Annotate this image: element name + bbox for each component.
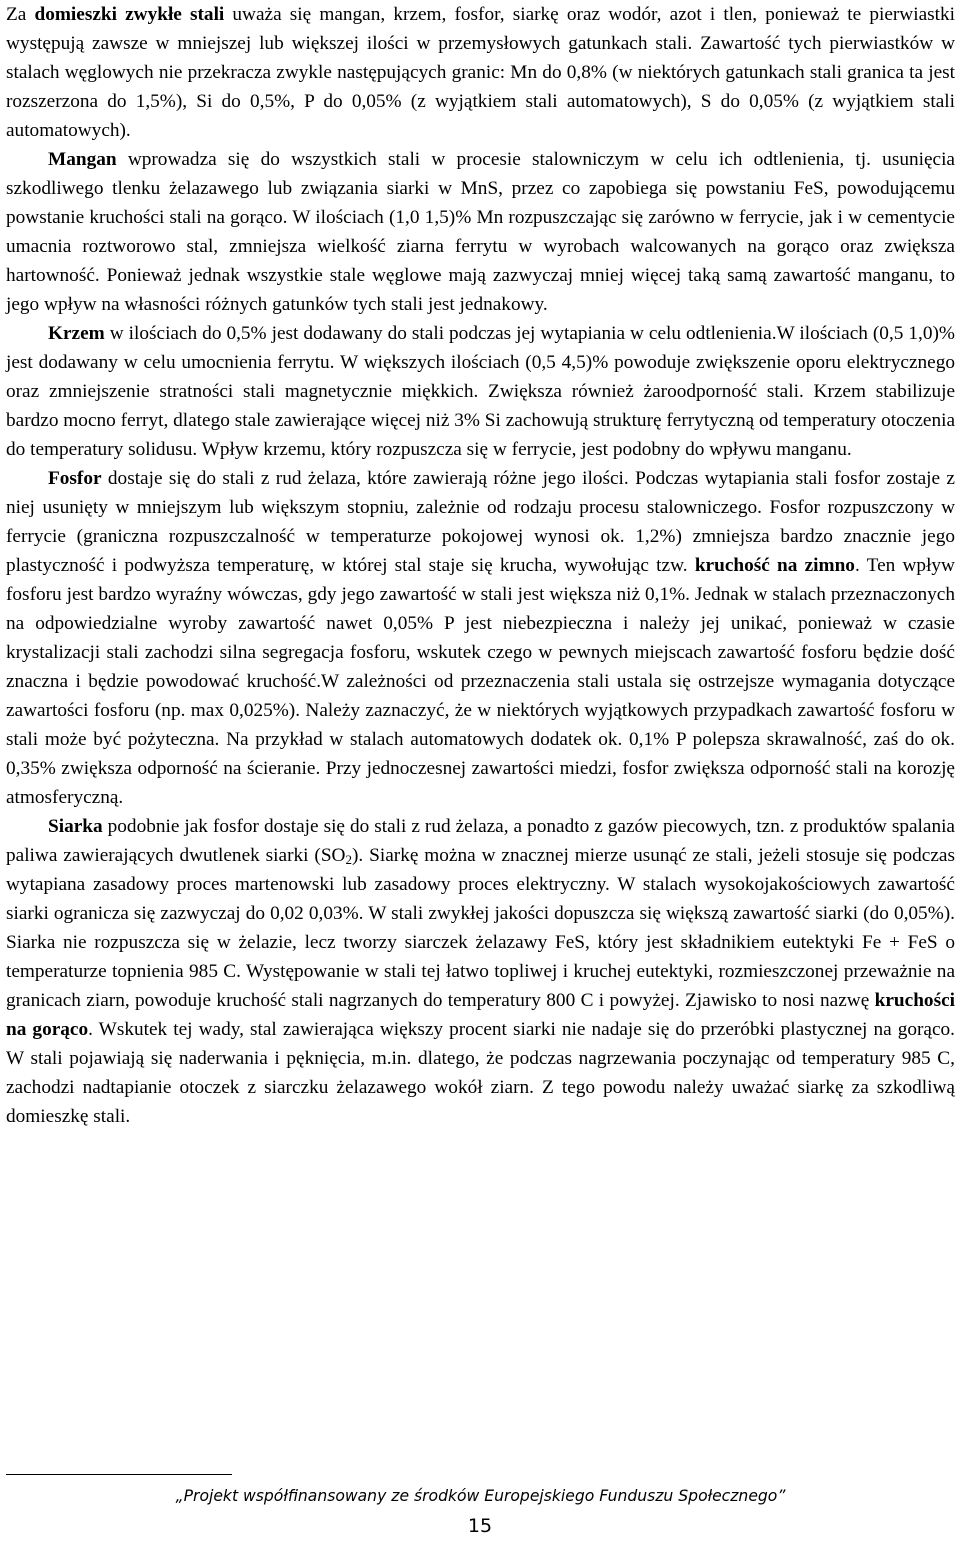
paragraph-mangan: Mangan wprowadza się do wszystkich stali w procesie stalowniczym w celu ich odtlenienia, tj. usunięcia szkodliwego tlenku żelazawego lub związania siarki w MnS, przez co zapobiega się powstaniu FeS, powodującemu powstanie kruchości stali na gorąco. W ilościach (1,0 1,5)% Mn rozpuszczając się zarówno w ferrycie, jak i w cementycie umacnia roztworowo stal, zmniejsza wielkość ziarna ferrytu w wyrobach walcowanych na gorąco oraz zwiększa hartowność. Ponieważ jednak wszystkie stale węglowe mają zazwyczaj mniej więcej taką samą zawartość manganu, to jego wpływ na własności różnych gatunków tych stali jest jednakowy. <box>6 149 955 315</box>
term-kruchosc-na-zimno: kruchość na zimno <box>694 555 855 576</box>
term-kruchosc-na-goraco: kruchości na gorąco <box>6 990 955 1040</box>
footer-divider <box>6 1474 232 1475</box>
paragraph-fosfor: Fosfor dostaje się do stali z rud żelaza, które zawierają różne jego ilości. Podczas wytapiania stali fosfor zostaje z niej usunięty w mniejszym lub większym stopniu, zależnie od rodzaju procesu stalowniczego. Fosfor rozpuszczony w ferrycie (graniczna rozpuszczalność w temperaturze pokojowej wynosi ok. 1,2%) zmniejsza bardzo znacznie jego plastyczność i podwyższa temperaturę, w której stal staje się krucha, wywołując tzw. kruchość na zimno. Ten wpływ fosforu jest bardzo wyraźny wówczas, gdy jego zawartość w stali jest większa niż 0,1%. Jednak w stalach przeznaczonych na odpowiedzialne wyroby zawartość nawet 0,05% P jest niebezpieczna i należy jej unikać, ponieważ w czasie krystalizacji stali zachodzi silna segregacja fosforu, wskutek czego w pewnych miejscach zawartość fosforu będzie dość znaczna i będzie powodować kruchość.W zależności od przeznaczenia stali ustala się ostrzejsze wymagania dotyczące zawartości fosforu (np. max 0,025%). Należy zaznaczyć, że w niektórych wyjątkowych przypadkach zawartość fosforu w stali może być pożyteczna. Na przykład w stalach automatowych dodatek ok. 0,1% P polepsza skrawalność, zaś do ok. 0,35% zwiększa odporność na ścieranie. Przy jednoczesnej zawartości miedzi, fosfor zwiększa odporność stali na korozję atmosferyczną. <box>6 468 955 808</box>
paragraph-krzem: Krzem w ilościach do 0,5% jest dodawany do stali podczas jej wytapiania w celu odtlenienia.W ilościach (0,5 1,0)% jest dodawany w celu umocnienia ferrytu. W większych ilościach (0,5 4,5)% powoduje zwiększenie oporu elektrycznego oraz zmniejszenie stratności stali magnetycznie miękkich. Zwiększa również żaroodporność stali. Krzem stabilizuje bardzo mocno ferryt, dlatego stale zawierające więcej niż 3% Si zachowują strukturę ferrytyczną od temperatury otoczenia do temperatury solidusu. Wpływ krzemu, który rozpuszcza się w ferrycie, jest podobny do wpływu manganu. <box>6 323 955 460</box>
footer-project-note: „Projekt współfinansowany ze środków Europejskiego Funduszu Społecznego” <box>175 1487 786 1505</box>
term-domieszki: domieszki zwykłe stali <box>34 4 225 25</box>
paragraph-impurities: Za domieszki zwykłe stali uważa się mangan, krzem, fosfor, siarkę oraz wodór, azot i tlen, ponieważ te pierwiastki występują zawsze w mniejszej lub większej ilości w przemysłowych gatunkach stali. Zawartość tych pierwiastków w stalach węglowych nie przekracza zwykle następujących granic: Mn do 0,8% (w niektórych gatunkach stali granica ta jest rozszerzona do 1,5%), Si do 0,5%, P do 0,05% (z wyjątkiem stali automatowych), S do 0,05% (z wyjątkiem stali automatowych). <box>6 4 955 141</box>
page-number: 15 <box>467 1515 493 1537</box>
term-krzem: Krzem <box>48 323 105 344</box>
term-fosfor: Fosfor <box>48 468 102 489</box>
term-siarka: Siarka <box>48 816 103 837</box>
paragraph-siarka: Siarka podobnie jak fosfor dostaje się do stali z rud żelaza, a ponadto z gazów piecowych, tzn. z produktów spalania paliwa zawierających dwutlenek siarki $(SO_2)$. Siarkę można w znacznej mierze usunąć ze stali, jeżeli stosuje się podczas wytapiana zasadowy proces martenowski lub zasadowy proces elektryczny. W stalach wysokojakościowych zawartość siarki ogranicza się zazwyczaj do 0,02 0,03%. W stali zwykłej jakości dopuszcza się większą zawartość siarki (do 0,05%). Siarka nie rozpuszcza się w żelazie, lecz tworzy siarczek żelazawy FeS, który jest składnikiem eutektyki Fe + FeS o temperaturze topnienia 985 C. Występowanie w stali tej łatwo topliwej i kruchej eutektyki, rozmieszczonej przeważnie na granicach ziarn, powoduje kruchość stali nagrzanych do temperatury 800 C i powyżej. Zjawisko to nosi nazwę kruchości na gorąco. Wskutek tej wady, stal zawierająca większy procent siarki nie nadaje się do przeróbki plastycznej na gorąco. W stali pojawiają się naderwania i pęknięcia, m.in. dlatego, że podczas nagrzewania poczynając od temperatury 985 C, zachodzi nadtapianie otoczek z siarczku żelazawego wokół ziarn. Z tego powodu należy uważać siarkę za szkodliwą domieszkę stali. <box>6 816 955 1127</box>
document-body <box>6 0 955 1131</box>
term-mangan: Mangan <box>48 149 117 170</box>
